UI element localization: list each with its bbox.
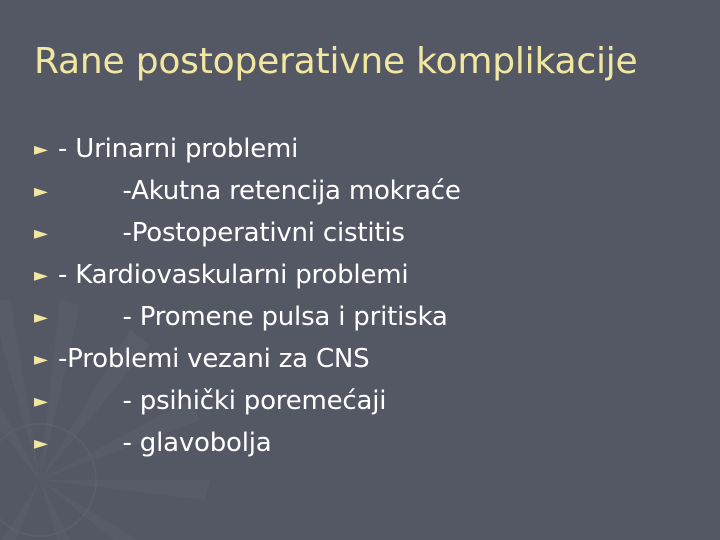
bullet-arrow-icon: ► bbox=[34, 181, 48, 202]
bullet-item bbox=[34, 170, 694, 212]
slide-title: Rane postoperativne komplikacije bbox=[34, 41, 638, 82]
bullet-arrow-icon: ► bbox=[34, 391, 48, 412]
bullet-item bbox=[34, 212, 694, 254]
bullet-arrow-icon: ► bbox=[34, 223, 48, 244]
bullet-arrow-icon: ► bbox=[34, 307, 48, 328]
bullet-arrow-icon: ► bbox=[34, 139, 48, 160]
bullet-text: -Postoperativni cistitis bbox=[58, 218, 405, 248]
bullet-arrow-icon: ► bbox=[34, 265, 48, 286]
bullet-text: -Akutna retencija mokraće bbox=[58, 176, 461, 206]
bullet-arrow-icon: ► bbox=[34, 433, 48, 454]
bullet-text: -Problemi vezani za CNS bbox=[58, 344, 370, 374]
bullet-item bbox=[34, 128, 694, 170]
bullet-arrow-icon: ► bbox=[34, 349, 48, 370]
bullet-text: - glavobolja bbox=[58, 428, 272, 458]
bullet-text: - Urinarni problemi bbox=[58, 134, 299, 164]
bullet-item bbox=[34, 338, 694, 380]
bullet-item bbox=[34, 296, 694, 338]
bullet-text: - psihički poremećaji bbox=[58, 386, 387, 416]
bullet-item bbox=[34, 380, 694, 422]
bullet-item bbox=[34, 422, 694, 464]
bullet-item bbox=[34, 254, 694, 296]
bullet-list bbox=[34, 128, 694, 464]
bullet-text: - Kardiovaskularni problemi bbox=[58, 260, 409, 290]
bullet-text: - Promene pulsa i pritiska bbox=[58, 302, 448, 332]
